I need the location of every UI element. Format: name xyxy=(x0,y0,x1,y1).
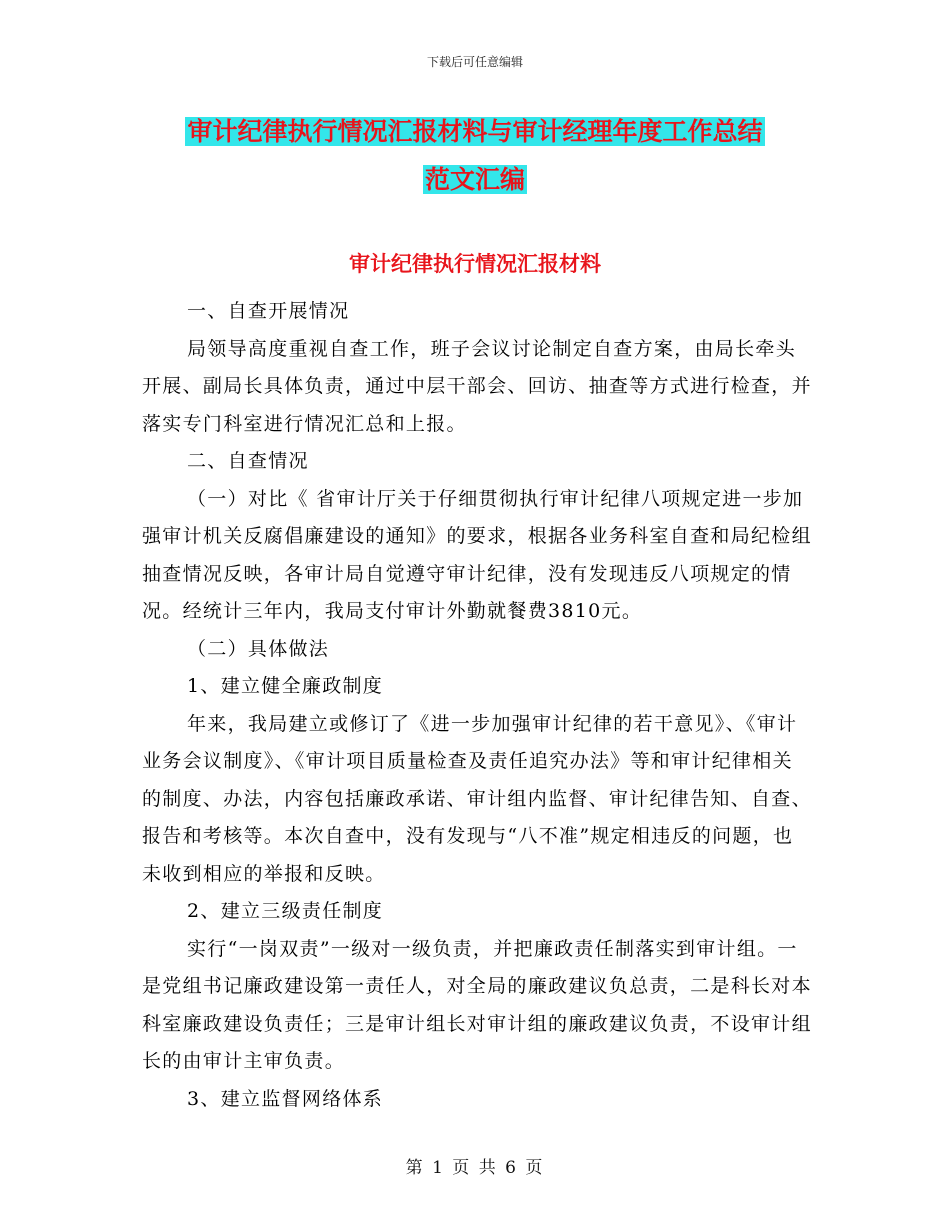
header-note: 下载后可任意编辑 xyxy=(426,55,523,69)
subheading: 2、建立三级责任制度 xyxy=(187,900,384,922)
subheading: 1、建立健全廉政制度 xyxy=(187,675,384,697)
title-line-2: 范文汇编 xyxy=(424,165,525,194)
section-title: 审计纪律执行情况汇报材料 xyxy=(349,252,601,276)
paragraph: 局领导高度重视自查工作，班子会议讨论制定自查方案，由局长牵头开展、副局长具体负责，通过中层干部会、回访、抽查等方式进行检查，并落实专门科室进行情况汇总和上报。 xyxy=(142,337,812,435)
subheading: 3、建立监督网络体系 xyxy=(187,1087,384,1110)
heading-self-inspection: 一、自查开展情况 xyxy=(187,300,350,322)
paragraph: 实行“一岗双责”一级对一级负责，并把廉政责任制落实到审计组。一是党组书记廉政建设第一责任人，对全局的廉政建议负总责，二是科长对本科室廉政建设负责任；三是审计组长对审计组的廉政建议负责，不设审计组长的由审计主审负责。 xyxy=(142,937,812,1072)
subheading: （二）具体做法 xyxy=(187,637,330,660)
paragraph: （一）对比《 省审计厅关于仔细贯彻执行审计纪律八项规定进一步加强审计机关反腐倡廉建设的通知》的要求，根据各业务科室自查和局纪检组抽查情况反映，各审计局自觉遵守审计纪律，没有发现违反八项规定的情况。经统计三年内，我局支付审计外勤就餐费3810元。 xyxy=(142,487,812,622)
heading-inspection-status: 二、自查情况 xyxy=(187,450,309,472)
paragraph: 年来，我局建立或修订了《进一步加强审计纪律的若干意见》、《审计业务会议制度》、《审计项目质量检查及责任追究办法》等和审计纪律相关的制度、办法，内容包括廉政承诺、审计组内监督、审计纪律告知、自查、报告和考核等。本次自查中，没有发现与“八不准”规定相违反的问题，也未收到相应的举报和反映。 xyxy=(142,712,812,885)
document-title xyxy=(0,108,950,204)
page-number: 第 1 页 共 6 页 xyxy=(405,1158,545,1178)
document-body xyxy=(142,293,812,1118)
title-line-1: 审计纪律执行情况汇报材料与审计经理年度工作总结 xyxy=(187,117,763,146)
